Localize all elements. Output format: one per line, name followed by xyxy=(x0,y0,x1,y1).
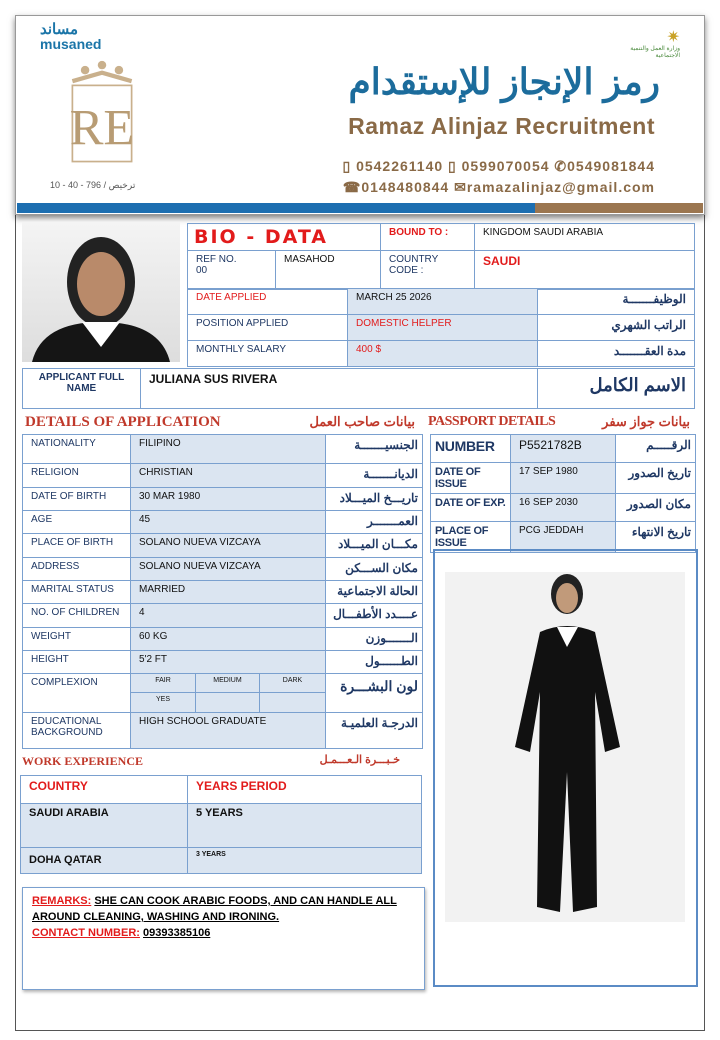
row-label: DATE OF ISSUE xyxy=(431,463,511,494)
work-period: 3 YEARS xyxy=(188,848,422,874)
row-label: NO. OF CHILDREN xyxy=(23,604,131,628)
row-label-ar: الحالة الاجتماعية xyxy=(326,581,423,604)
row-value: FILIPINO xyxy=(131,435,326,464)
row-label-ar: مكان الصدور xyxy=(616,494,696,522)
applicant-name-table xyxy=(22,368,695,409)
application-row xyxy=(188,341,695,367)
country-code-value: SAUDI xyxy=(475,251,695,290)
row-value: 30 MAR 1980 xyxy=(131,488,326,511)
row-value: SOLANO NUEVA VIZCAYA xyxy=(131,534,326,558)
contact-number-label: CONTACT NUMBER: xyxy=(32,927,140,939)
header-bar-brown xyxy=(535,203,703,213)
ministry-text: وزارة العمل والتنمية الاجتماعية xyxy=(630,46,680,59)
details-row xyxy=(23,628,423,651)
row-label-ar: الراتب الشهري xyxy=(538,315,695,341)
applicant-headshot xyxy=(22,222,180,362)
row-label-ar: مكان الســـكن xyxy=(326,558,423,581)
company-name-en: Ramaz Alinjaz Recruitment xyxy=(348,113,655,139)
remarks-label: REMARKS: xyxy=(32,895,92,907)
row-label-ar: الوظيفـــــــة xyxy=(538,289,695,315)
details-row xyxy=(23,511,423,534)
row-label: RELIGION xyxy=(23,464,131,488)
row-label: DATE APPLIED xyxy=(188,289,348,315)
application-table xyxy=(187,288,695,367)
bio-data-title: BIO - DATA xyxy=(188,224,381,251)
row-label-ar: الـــــــوزن xyxy=(326,628,423,651)
row-label: MONTHLY SALARY xyxy=(188,341,348,367)
row-label: PLACE OF BIRTH xyxy=(23,534,131,558)
application-row xyxy=(188,289,695,315)
complexion-option-medium: MEDIUM xyxy=(196,674,260,693)
row-label: WEIGHT xyxy=(23,628,131,651)
company-name-ar: رمز الإنجاز للإستقدام xyxy=(348,61,660,102)
full-name-label: APPLICANT FULL NAME xyxy=(23,369,141,409)
row-label: DATE OF EXP. xyxy=(431,494,511,522)
header-bar-blue xyxy=(17,203,535,213)
musaned-ar: مساند xyxy=(40,21,79,38)
complexion-row xyxy=(23,674,423,693)
details-row xyxy=(23,581,423,604)
details-row xyxy=(23,435,423,464)
row-value: PCG JEDDAH xyxy=(511,522,616,553)
row-label-ar: تاريخ الصدور xyxy=(616,463,696,494)
row-label-ar: تاريـــخ الميـــلاد xyxy=(326,488,423,511)
remarks-text: SHE CAN COOK ARABIC FOODS, AND CAN HANDLE ALL AROUND CLEANING, WASHING AND IRONING. xyxy=(32,895,397,923)
row-value: MARRIED xyxy=(131,581,326,604)
education-label: EDUCATIONAL BACKGROUND xyxy=(23,713,131,749)
phone-numbers: ▯ 0542261140 ▯ 0599070054 ✆0549081844 xyxy=(342,158,655,174)
row-value: 4 xyxy=(131,604,326,628)
row-value: P5521782B xyxy=(511,435,616,463)
row-label-ar: الطــــــول xyxy=(326,651,423,674)
row-label-ar: مكـــان الميـــلاد xyxy=(326,534,423,558)
work-experience-table xyxy=(20,775,422,874)
row-value: 5'2 FT xyxy=(131,651,326,674)
passport-row xyxy=(431,494,696,522)
row-label-ar: الجنسيـــــــة xyxy=(326,435,423,464)
bound-to-label: BOUND TO : xyxy=(381,224,475,251)
row-label: NATIONALITY xyxy=(23,435,131,464)
row-value: 400 $ xyxy=(348,341,538,367)
country-code-label: COUNTRY CODE : xyxy=(381,251,475,290)
row-value: 16 SEP 2030 xyxy=(511,494,616,522)
row-value: 45 xyxy=(131,511,326,534)
work-country: SAUDI ARABIA xyxy=(21,804,188,848)
email-landline: ☎0148480844 ✉ramazalinjaz@gmail.com xyxy=(342,179,655,195)
education-value: HIGH SCHOOL GRADUATE xyxy=(131,713,326,749)
details-row xyxy=(23,488,423,511)
ref-number: 00 xyxy=(196,265,208,276)
license-number: ترخيص / 796 - 40 - 10 xyxy=(50,180,136,190)
details-heading-ar: بيانات صاحب العمل xyxy=(309,414,415,429)
column-header-country: COUNTRY xyxy=(21,776,188,804)
details-row xyxy=(23,558,423,581)
details-row xyxy=(23,651,423,674)
remarks-box xyxy=(22,887,425,990)
work-experience-heading-ar: خـبـــرة الـعـــمـل xyxy=(319,754,400,766)
contact-info xyxy=(170,156,655,198)
row-value: CHRISTIAN xyxy=(131,464,326,488)
work-experience-heading: WORK EXPERIENCE xyxy=(22,754,144,768)
complexion-option-fair: FAIR xyxy=(131,674,196,693)
row-label-ar: الديانـــــــة xyxy=(326,464,423,488)
row-label: MARITAL STATUS xyxy=(23,581,131,604)
ministry-logo xyxy=(620,30,680,60)
passport-heading: PASSPORT DETAILS xyxy=(428,414,556,429)
work-country: DOHA QATAR xyxy=(21,848,188,874)
bound-to-value: KINGDOM SAUDI ARABIA xyxy=(475,224,695,251)
row-value: MARCH 25 2026 xyxy=(348,289,538,315)
row-label-ar: العمـــــــر xyxy=(326,511,423,534)
details-row xyxy=(23,464,423,488)
work-row xyxy=(21,848,422,874)
work-row xyxy=(21,804,422,848)
column-header-years: YEARS PERIOD xyxy=(188,776,422,804)
passport-heading-ar: بيانات جواز سفر xyxy=(602,414,690,429)
row-label-ar: الرقـــــم xyxy=(616,435,696,463)
row-value: DOMESTIC HELPER xyxy=(348,315,538,341)
row-label: HEIGHT xyxy=(23,651,131,674)
musaned-logo xyxy=(40,22,101,52)
company-logo xyxy=(52,60,152,170)
complexion-medium-mark xyxy=(196,693,260,713)
passport-row xyxy=(431,522,696,553)
application-row xyxy=(188,315,695,341)
full-name-label-ar: الاسم الكامل xyxy=(538,369,695,409)
row-label-ar: تاريخ الانتهاء xyxy=(616,522,696,553)
row-label: PLACE OF ISSUE xyxy=(431,522,511,553)
passport-table xyxy=(430,434,696,553)
passport-row xyxy=(431,435,696,463)
musaned-en: musaned xyxy=(40,36,102,52)
work-period: 5 YEARS xyxy=(188,804,422,848)
ref-label: REF NO. xyxy=(196,254,237,265)
row-value: 17 SEP 1980 xyxy=(511,463,616,494)
ref-no xyxy=(188,251,276,290)
ref-value: MASAHOD xyxy=(276,251,381,290)
bio-data-table xyxy=(187,223,695,290)
complexion-label: COMPLEXION xyxy=(23,674,131,713)
details-table xyxy=(22,434,423,749)
details-row xyxy=(23,534,423,558)
details-heading: DETAILS OF APPLICATION xyxy=(25,414,221,430)
passport-row xyxy=(431,463,696,494)
complexion-label-ar: لون البشـــرة xyxy=(326,674,423,713)
logo-letters: RE xyxy=(69,99,135,156)
contact-number-value: 09393385106 xyxy=(143,927,211,939)
complexion-dark-mark xyxy=(260,693,326,713)
complexion-option-dark: DARK xyxy=(260,674,326,693)
row-label: POSITION APPLIED xyxy=(188,315,348,341)
row-label: NUMBER xyxy=(431,435,511,463)
full-name-value: JULIANA SUS RIVERA xyxy=(141,369,538,409)
row-label: AGE xyxy=(23,511,131,534)
applicant-full-body-photo xyxy=(445,572,685,922)
row-label-ar: مدة العقـــــــد xyxy=(538,341,695,367)
row-value: SOLANO NUEVA VIZCAYA xyxy=(131,558,326,581)
complexion-fair-mark: YES xyxy=(131,693,196,713)
details-row xyxy=(23,604,423,628)
row-label-ar: عــــدد الأطفـــال xyxy=(326,604,423,628)
education-label-ar: الدرجـة العلميـة xyxy=(326,713,423,749)
row-value: 60 KG xyxy=(131,628,326,651)
row-label: ADDRESS xyxy=(23,558,131,581)
row-label: DATE OF BIRTH xyxy=(23,488,131,511)
palm-icon: ✷ xyxy=(666,29,680,46)
